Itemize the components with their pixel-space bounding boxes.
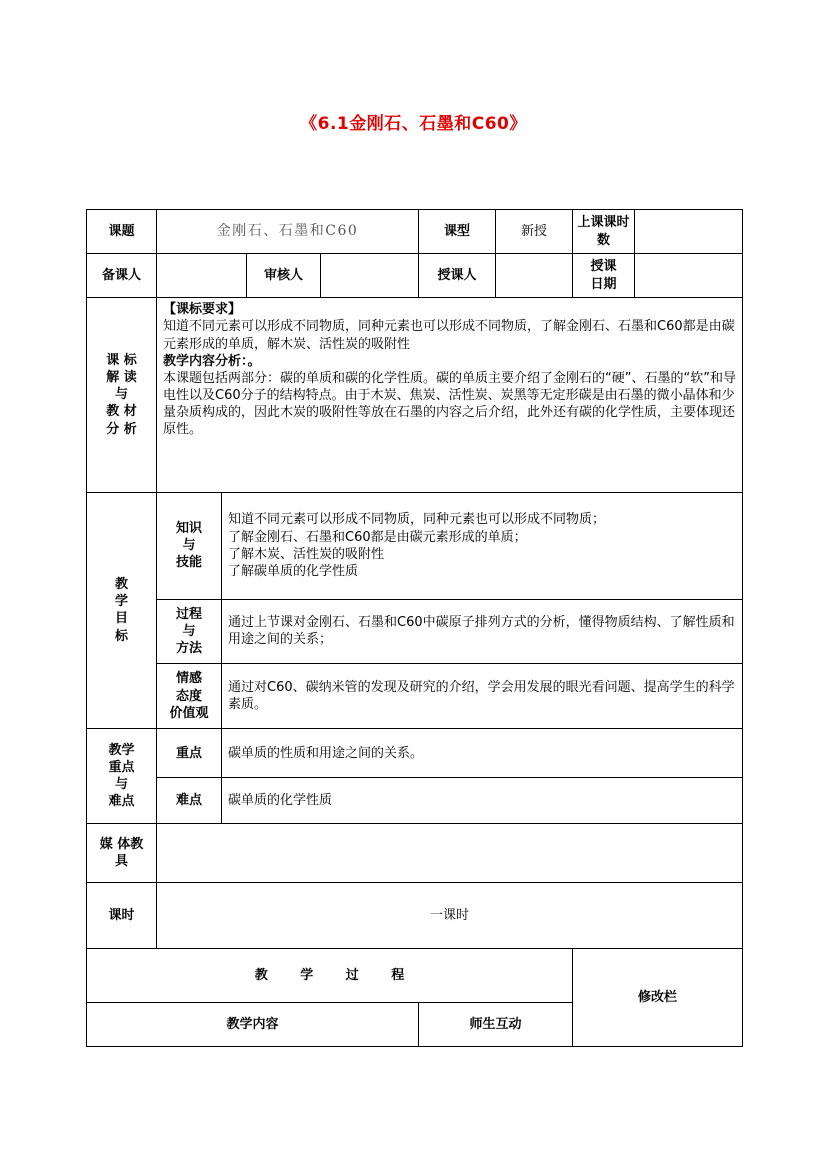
content-analysis-heading: 教学内容分析：。 (163, 353, 261, 369)
topic-value: 金刚石、石墨和C60 (157, 210, 419, 254)
content-analysis-text: 本课题包括两部分：碳的单质和碳的化学性质。碳的单质主要介绍了金刚石的“硬”、石墨的“软”和导电性以及C60分子的结构特点。由于木炭、焦炭、活性炭、炭黑等无定形碳是由石墨的微小晶体和少量杂质构成的，因此木炭的吸附性等放在石墨的内容之后介绍，此外还有碳的化学性质，主要体现还原性。 (163, 370, 736, 438)
table-row (87, 882, 743, 948)
reviewer-label: 审核人 (247, 254, 321, 298)
table-row (87, 254, 743, 298)
emotion-values-label: 情感 态度 价值观 (157, 664, 222, 729)
process-methods-content: 通过上节课对金刚石、石墨和C60中碳原子排列方式的分析，懂得物质结构、了解性质和用途之间的关系； (222, 599, 743, 663)
table-row (87, 948, 743, 1002)
reviewer-value[interactable] (321, 254, 419, 298)
analysis-label: 课 标 解 读 与 教 材 分 析 (87, 298, 157, 492)
preparer-value[interactable] (157, 254, 247, 298)
table-row (87, 729, 743, 778)
table-row (87, 210, 743, 254)
keypoints-label: 教学 重点 与 难点 (87, 729, 157, 824)
revision-column-label: 修改栏 (573, 948, 743, 1046)
knowledge-skills-label: 知识 与 技能 (157, 492, 222, 599)
media-value[interactable] (157, 824, 743, 882)
topic-label: 课题 (87, 210, 157, 254)
teacher-label: 授课人 (419, 254, 496, 298)
teacher-value[interactable] (496, 254, 573, 298)
period-value: 一课时 (157, 882, 743, 948)
table-row (87, 824, 743, 882)
table-row (87, 778, 743, 824)
table-row (87, 492, 743, 599)
date-value[interactable] (635, 254, 743, 298)
document-title: 《6.1金刚石、石墨和C60》 (300, 114, 527, 134)
standards-heading: 【课标要求】 (163, 302, 242, 318)
preparer-label: 备课人 (87, 254, 157, 298)
process-methods-label: 过程 与 方法 (157, 599, 222, 663)
date-label: 授课 日期 (573, 254, 635, 298)
teaching-content-label: 教学内容 (87, 1002, 419, 1046)
interaction-label: 师生互动 (419, 1002, 573, 1046)
lesson-hours-label: 上课课时数 (573, 210, 635, 254)
lesson-plan-table (86, 209, 743, 1047)
table-row (87, 664, 743, 729)
key-point-content: 碳单质的性质和用途之间的关系。 (222, 729, 743, 778)
table-row (87, 599, 743, 663)
lesson-type-label: 课型 (419, 210, 496, 254)
knowledge-skills-content (222, 492, 743, 599)
goals-label: 教 学 目 标 (87, 492, 157, 729)
analysis-content (157, 298, 743, 492)
table-row (87, 298, 743, 492)
list-item: 了解金刚石、石墨和C60都是由碳元素形成的单质； (228, 529, 527, 545)
list-item: 了解木炭、活性炭的吸附性 (228, 546, 385, 562)
lesson-type-value: 新授 (496, 210, 573, 254)
standards-text: 知道不同元素可以形成不同物质，同种元素也可以形成不同物质，了解金刚石、石墨和C60都是由碳元素形成的单质，解木炭、活性炭的吸附性 (163, 319, 735, 352)
list-item: 了解碳单质的化学性质 (228, 563, 359, 579)
difficulty-label: 难点 (157, 778, 222, 824)
media-label: 媒 体教 具 (87, 824, 157, 882)
emotion-values-content: 通过对C60、碳纳米管的发现及研究的介绍，学会用发展的眼光看问题、提高学生的科学素质。 (222, 664, 743, 729)
period-label: 课时 (87, 882, 157, 948)
lesson-hours-value[interactable] (635, 210, 743, 254)
difficulty-content: 碳单质的化学性质 (222, 778, 743, 824)
list-item: 知道不同元素可以形成不同物质，同种元素也可以形成不同物质； (228, 512, 606, 528)
teaching-process-title: 教 学 过 程 (87, 948, 573, 1002)
key-point-label: 重点 (157, 729, 222, 778)
